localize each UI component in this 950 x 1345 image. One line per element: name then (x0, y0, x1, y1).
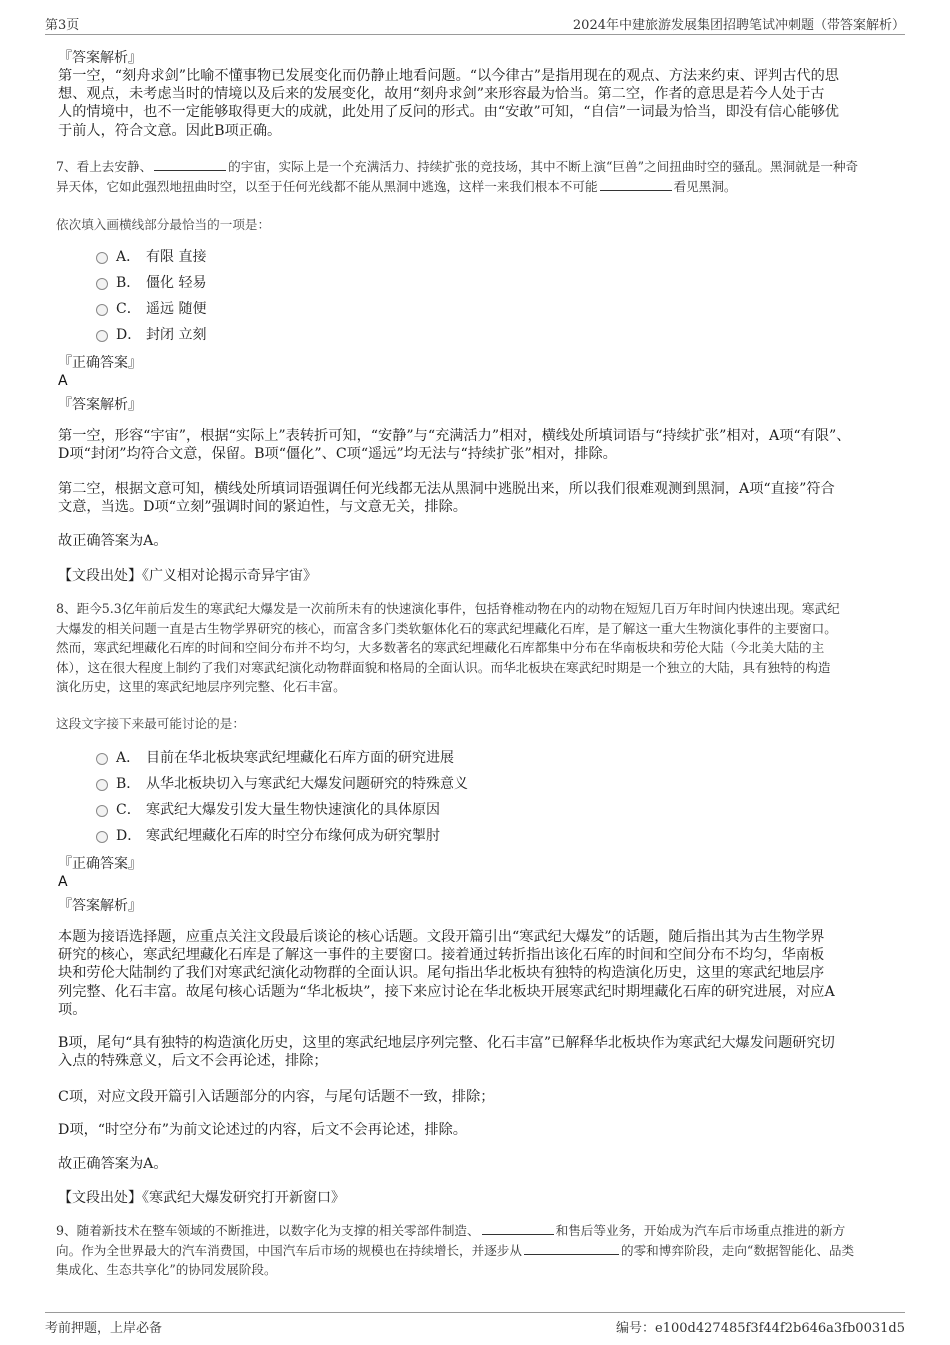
question-8-option-d[interactable]: D． 寒武纪埋藏化石库的时空分布缘何成为研究掣肘 (96, 825, 440, 845)
analysis-tag: 『答案解析』 (58, 50, 142, 66)
radio-button-icon[interactable] (96, 779, 108, 791)
radio-button-icon[interactable] (96, 278, 108, 290)
page-header (45, 12, 905, 35)
analysis-paragraph: C项，对应文段开篇引入话题部分的内容，与尾句话题不一致，排除； (58, 1089, 495, 1105)
radio-button-icon[interactable] (96, 805, 108, 817)
analysis-conclusion: 故正确答案为A。 (58, 533, 168, 549)
question-7-stem: 7、看上去安静、 的宇宙，实际上是一个充满活力、持续扩张的竞技场，其中不断上演“巨兽”之间扭曲时空的骚乱。黑洞就是一种奇 异天体，它如此强烈地扭曲时空，以至于任何光线都不能从黑洞中逃逸，这样一来我们根本不可能 看见黑洞。 (56, 159, 859, 194)
question-9-stem: 9、随着新技术在整车领域的不断推进，以数字化为支撑的相关零部件制造、 和售后等业务，开始成为汽车后市场重点推进的新方 向。作为全世界最大的汽车消费国，中国汽车后市场的规模也在持续增长，并逐步从 的零和博弈阶段，走向“数据智能化、品类 集成化、生态共享化”的协同发展阶段。 (56, 1223, 855, 1277)
analysis-paragraph: D项，“时空分布”为前文论述过的内容，后文不会再论述，排除。 (58, 1122, 467, 1138)
radio-button-icon[interactable] (96, 831, 108, 843)
radio-button-icon[interactable] (96, 304, 108, 316)
analysis-line: 想、观点，未考虑当时的情境以及后来的发展变化，故用“刻舟求剑”来形容最为恰当。第二空，作者的意思是若今人处于古 (58, 86, 825, 103)
question-7-option-b[interactable]: B． 僵化 轻易 (96, 272, 206, 292)
analysis-line: 第一空，“刻舟求剑”比喻不懂事物已发展变化而仍静止地看问题。“以今律古”是指用现在的观点、方法来约束、评判古代的思 (58, 68, 839, 84)
analysis-line: 人的情境中，也不一定能够取得更大的成就，此处用了反问的形式。由“安敢”可知，“自信”一词最为恰当，即没有信心能够优 (58, 104, 839, 121)
page-number: 第3页 (45, 18, 80, 33)
analysis-paragraph: B项，尾句“具有独特的构造演化历史，这里的寒武纪地层序列完整、化石丰富”已解释华北板块作为寒武纪大爆发问题研究切 入点的特殊意义，后文不会再论述，排除； (58, 1035, 835, 1070)
page-footer (45, 1312, 905, 1337)
fill-blank (154, 158, 226, 171)
analysis-conclusion: 故正确答案为A。 (58, 1156, 168, 1172)
analysis-paragraph: 本题为接语选择题，应重点关注文段最后谈论的核心话题。文段开篇引出“寒武纪大爆发”的话题，随后指出其为古生物学界 研究的核心，寒武纪埋藏化石库是了解这一事件的主要窗口。接着通过转折指出该化石库的时间和空间分布不均匀，华南板 块和劳伦大陆制约了我们对寒武纪演化动物群的全面认识。尾句指出华北板块有独特的构造演化历史，这里的寒武纪地层序 列完整、化石丰富。故尾句核心话题为“华北板块”，接下来应讨论在华北板块开展寒武纪时期埋藏化石库的研究进展，对应A 项。 (58, 929, 835, 1018)
analysis-line: 于前人，符合文意。因此B项正确。 (58, 122, 282, 139)
question-8-stem: 8、距今5.3亿年前后发生的寒武纪大爆发是一次前所未有的快速演化事件，包括脊椎动物在内的动物在短短几百万年时间内快速出现。寒武纪 大爆发的相关问题一直是古生物学界研究的核心，而富含多门类软躯体化石的寒武纪埋藏化石库，是了解这一重大生物演化事件的主要窗口。 然而，寒武纪埋藏化石库的时间和空间分布并不均匀，大多数著名的寒武纪埋藏化石库都集中分布在华南板块和劳伦大陆（今北美大陆的主 体），这在很大程度上制约了我们对寒武纪演化动物群面貌和格局的全面认识。而华北板块在寒武纪时期是一个独立的大陆，具有独特的构造 演化历史，这里的寒武纪地层序列完整、化石丰富。 (56, 601, 840, 694)
correct-answer: A (58, 373, 68, 389)
passage-source: 【文段出处】《广义相对论揭示奇异宇宙》 (58, 568, 317, 584)
analysis-tag: 『答案解析』 (58, 397, 142, 413)
fill-blank (524, 1242, 619, 1255)
question-8-prompt: 这段文字接下来最可能讨论的是： (56, 716, 245, 731)
question-7-prompt: 依次填入画横线部分最恰当的一项是： (56, 217, 271, 232)
analysis-tag: 『答案解析』 (58, 898, 142, 914)
question-8-option-a[interactable]: A． 目前在华北板块寒武纪埋藏化石库方面的研究进展 (96, 747, 454, 767)
analysis-paragraph: 第二空，根据文意可知，横线处所填词语强调任何光线都无法从黑洞中逃脱出来，所以我们很难观测到黑洞，A项“直接”符合 文意，当选。D项“立刻”强调时间的紧迫性，与文意无关，排除。 (58, 481, 835, 516)
passage-source: 【文段出处】《寒武纪大爆发研究打开新窗口》 (58, 1190, 345, 1206)
analysis-paragraph (58, 67, 898, 140)
document-title: 2024年中建旅游发展集团招聘笔试冲刺题（带答案解析） (572, 18, 905, 33)
fill-blank (600, 178, 672, 191)
footer-slogan: 考前押题，上岸必备 (45, 1321, 163, 1336)
question-7-option-d[interactable]: D． 封闭 立刻 (96, 324, 206, 344)
fill-blank (482, 1222, 554, 1235)
question-8-option-c[interactable]: C． 寒武纪大爆发引发大量生物快速演化的具体原因 (96, 799, 440, 819)
radio-button-icon[interactable] (96, 252, 108, 264)
radio-button-icon[interactable] (96, 753, 108, 765)
question-7-option-a[interactable]: A． 有限 直接 (96, 246, 206, 266)
question-7-option-c[interactable]: C． 遥远 随便 (96, 298, 206, 318)
correct-answer-tag: 『正确答案』 (58, 856, 142, 872)
radio-button-icon[interactable] (96, 330, 108, 342)
correct-answer-tag: 『正确答案』 (58, 355, 142, 371)
analysis-paragraph: 第一空，形容“宇宙”，根据“实际上”表转折可知，“安静”与“充满活力”相对，横线处所填词语与“持续扩张”相对，A项“有限”、 D项“封闭”均符合文意，保留。B项“僵化”、C项“遥远”均无法与“持续扩张”相对，排除。 (58, 428, 851, 463)
document-code: 编号：e100d427485f3f44f2b646a3fb0031d5 (616, 1321, 905, 1336)
question-8-option-b[interactable]: B． 从华北板块切入与寒武纪大爆发问题研究的特殊意义 (96, 773, 468, 793)
correct-answer: A (58, 874, 68, 890)
